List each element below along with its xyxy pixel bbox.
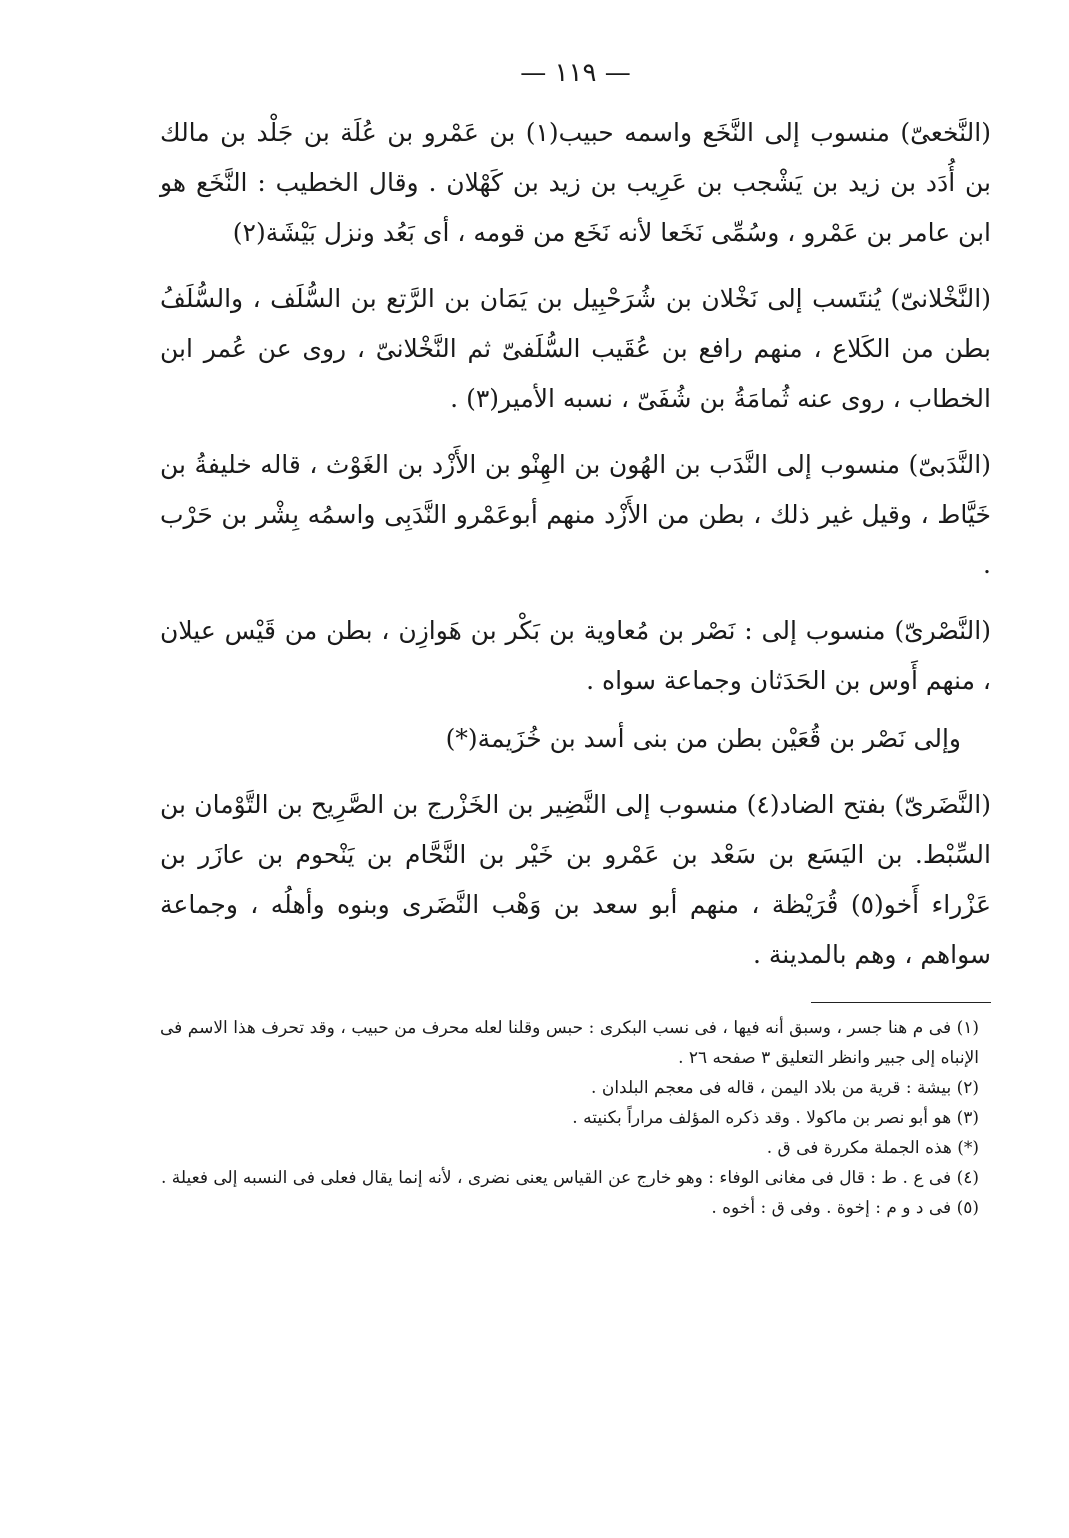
entry-nasri-addendum: وإلى نَصْر بن قُعَيْن بطن من بنى أسد بن خُزَيمة(*) xyxy=(445,724,961,753)
entry-nasri: (النَّصْرىّ) منسوب إلى : نَصْر بن مُعاوية بن بَكْر بن هَوازِن ، بطن من قَيْس عيلان ، منهم أَوس بن الحَدَثان وجماعة سواه . xyxy=(160,616,991,695)
footnote-star: (*) هذه الجملة مكررة فى ق . xyxy=(766,1138,979,1158)
entry-nadabi: (النَّدَبىّ) منسوب إلى النَّدَب بن الهُون بن الهِنْو بن الأَزْد بن الغَوْث ، قاله خليفةُ بن خَيَّاط ، وقيل غير ذلك ، بطن من الأَزْد منهم أبوعَمْرو النَّدَبِى واسمُه بِشْر بن حَرْب . xyxy=(160,450,991,579)
entry-nadari: (النَّضَرىّ) بفتح الضاد(٤) منسوب إلى النَّضِير بن الخَزْرج بن الصَّرِيح بن التَّوْمان بن السِّبْط. بن اليَسَع بن سَعْد بن عَمْرو بن خَيْر بن النَّحَّام بن يَنْحوم بن عازَر بن عَزْراء أَخو(٥) قُرَيْظة ، منهم أبو سعد بن وَهْب النَّضَرى وبنوه وأهلُه ، وجماعة سواهم ، وهم بالمدينة . xyxy=(160,790,991,969)
footnote-2: (٢) بيشة : قرية من بلاد اليمن ، قاله فى معجم البلدان . xyxy=(591,1078,979,1098)
footnote-3: (٣) هو أبو نصر بن ماكولا . وقد ذكره المؤلف مراراً بكنيته . xyxy=(572,1108,979,1128)
entry-nakhai: (النَّخعىّ) منسوب إلى النَّخَع واسمه حبيب(١) بن عَمْرو بن عُلَة بن جَلْد بن مالك بن أُدَد بن زيد بن يَشْجب بن عَرِيب بن زيد بن كَهْلان . وقال الخطيب : النَّخَع هو ابن عامر بن عَمْرو ، وسُمِّى نَخَعا لأنه نَخَع من قومه ، أى بَعُد ونزل بَيْشَة(٢) xyxy=(160,118,991,247)
footnote-5: (٥) فى د و م : إخوة . وفى ق : أخوه . xyxy=(711,1198,979,1218)
footnotes xyxy=(160,1013,991,1223)
footnote-1: (١) فى م هنا جسر ، وسبق أنه فيها ، فى نسب البكرى : حبس وقلنا لعله محرف من حبيب ، وقد تحرف هذا الاسم فى الإنباه إلى جبير وانظر التعليق ٣ صفحه ٢٦ . xyxy=(160,1018,979,1068)
page-number: — ١١٩ — xyxy=(520,58,631,88)
main-text xyxy=(160,108,991,980)
entry-nakhlani: (النَّخْلانىّ) يُنتَسب إلى نَخْلان بن شُرَحْبِيل بن يَمَان بن الرَّتع بن السُّلَف ، والسُّلَفُ بطن من الكَلاع ، منهم رافع بن عُقَيب السُّلَفىّ ثم النَّخْلانىّ ، روى عن عُمر ابن الخطاب ، روى عنه ثُمامَةُ بن شُفَىّ ، نسبه الأمير(٣) . xyxy=(160,284,991,413)
footnote-divider xyxy=(811,1002,991,1003)
footnote-4: (٤) فى ع . ط : قال فى مغانى الوفاء : وهو خارج عن القياس يعنى نضرى ، لأنه إنما يقال فعلى فى النسبه إلى فعيلة . xyxy=(160,1168,979,1188)
